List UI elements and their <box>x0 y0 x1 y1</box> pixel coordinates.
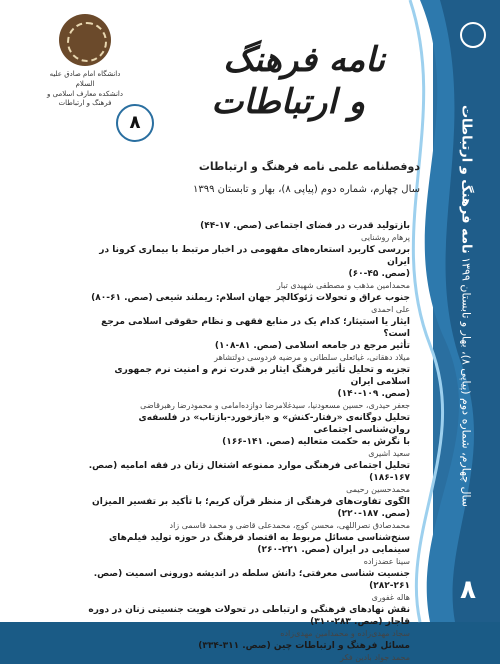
toc-article-title: تأثیر مرجع در جامعه اسلامی (صص. ۸۱-۱۰۸) <box>214 341 410 351</box>
university-seal-icon <box>59 14 111 66</box>
toc-author: محمدامین مذهب و مصطفی شهیدی تبار <box>276 281 410 290</box>
journal-title <box>135 40 385 130</box>
toc-article-title: نقش نهادهای فرهنگی و ارتباطی در تحولات هویت جنسیتی زنان در دوره قاجار (صص. ۲۸۳-۳۱۰) <box>88 605 410 627</box>
toc-article-title: (صص. ۴۵-۶۰) <box>348 269 410 279</box>
toc-article-title: الگوی تفاوت‌های فرهنگی از منظر قرآن کریم؛ با تأکید بر تفسیر المیزان (صص. ۱۸۷-۲۲۰) <box>92 497 410 519</box>
toc-article-title: سنخ‌شناسی مسائل مربوط به اقتصاد فرهنگ در حوزه تولید فیلم‌های سینمایی در ایران (صص. ۲۲۱-۲۶۰) <box>109 533 410 555</box>
toc-author: میلاد دهقانی، غیاثعلی سلطانی و مرضیه فردوسی دولتشاهر <box>214 353 410 362</box>
toc-author: سینا عضدزاده <box>363 557 410 566</box>
toc-article-title: با نگرش به حکمت متعالیه (صص. ۱۴۱-۱۶۶) <box>222 437 410 447</box>
toc-author: جعفر حیدری، حسین مسعودنیا، سیدغلامرضا دوازده‌امامی و محمودرضا رهبرقاضی <box>140 401 410 410</box>
toc-author: پرهام روشنایی <box>361 233 410 242</box>
spine-text <box>459 93 474 507</box>
spine-logo-icon <box>460 22 486 48</box>
toc-article-title: ایثار یا استیثار؛ کدام یک در منابع فقهی و نظام حقوقی اسلامی مرجع است؟ <box>101 317 410 339</box>
title-line-1: نامه فرهنگ <box>223 40 385 80</box>
university-name: دانشگاه امام صادق علیه السلام دانشکده معارف اسلامی و فرهنگ و ارتباطات <box>47 70 123 108</box>
spine-issue-number: ۸ <box>460 575 476 605</box>
university-block <box>40 14 130 109</box>
spine-info: سال چهارم، شماره دوم (پیاپی ۸)، بهار و تابستان ۱۳۹۹ <box>459 257 473 508</box>
toc-author: هاله غفوری <box>371 593 410 602</box>
toc-article-title: جنوب عراق و تحولات ژئوکالچر جهان اسلام: ریملند شیعی (صص. ۶۱-۸۰) <box>91 293 410 303</box>
toc-article-title: (صص. ۱۰۹-۱۴۰) <box>337 389 410 399</box>
toc-article-title: بازتولید قدرت در فضای اجتماعی (صص. ۱۷-۴۴) <box>200 221 410 231</box>
toc-author: محمد جواد بادین فکر <box>340 653 410 662</box>
toc-article-title: مسائل فرهنگ و ارتباطات چین (صص. ۳۱۱-۳۳۴) <box>198 641 410 651</box>
spine-title: نامه فرهنگ و ارتباطات <box>458 104 474 254</box>
journal-subtitle: دوفصلنامه علمی نامه فرهنگ و ارتباطات <box>198 160 420 173</box>
toc-author: سعید اشیری <box>368 449 410 458</box>
toc-author: محمدحسین رحیمی <box>346 485 410 494</box>
toc-article-title: تجزیه و تحلیل تأثیر فرهنگ ایثار بر قدرت نرم و امنیت نرم جمهوری اسلامی ایران <box>114 365 410 387</box>
toc-author: علی احمدی <box>371 305 410 314</box>
toc-article-title: تحلیل دوگانه‌ی «رفتار-کنش» و «بازخورد-بازتاب» در فلسفه‌ی روان‌شناسی اجتماعی <box>138 413 410 435</box>
toc-author: محمدصادق نصراللهی، محسن کوچ، محمدعلی قاضی و محمد قاسمی زاد <box>169 521 410 530</box>
toc-article-title: جنسیت شناسی معرفتی؛ دانش سلطه در اندیشه دورونی اسمیت (صص. ۲۶۱-۲۸۲) <box>93 569 410 591</box>
toc-article-title: تحلیل اجتماعی فرهنگی موارد ممنوعه اشتغال زنان در فقه امامیه (صص. ۱۶۷-۱۸۶) <box>88 461 410 483</box>
issue-number-badge: ۸ <box>116 104 154 142</box>
table-of-contents <box>85 220 410 664</box>
title-line-2: و ارتباطات <box>211 82 365 122</box>
toc-article-title: بررسی کاربرد استعاره‌های مفهومی در اخبار مرتبط با بیماری کرونا در ایران <box>99 245 410 267</box>
toc-author: سجاد مهدی‌زاده و محمدامین مهدی‌زاده <box>280 629 410 638</box>
journal-meta: سال چهارم، شماره دوم (پیاپی ۸)، بهار و تابستان ۱۳۹۹ <box>192 184 420 195</box>
